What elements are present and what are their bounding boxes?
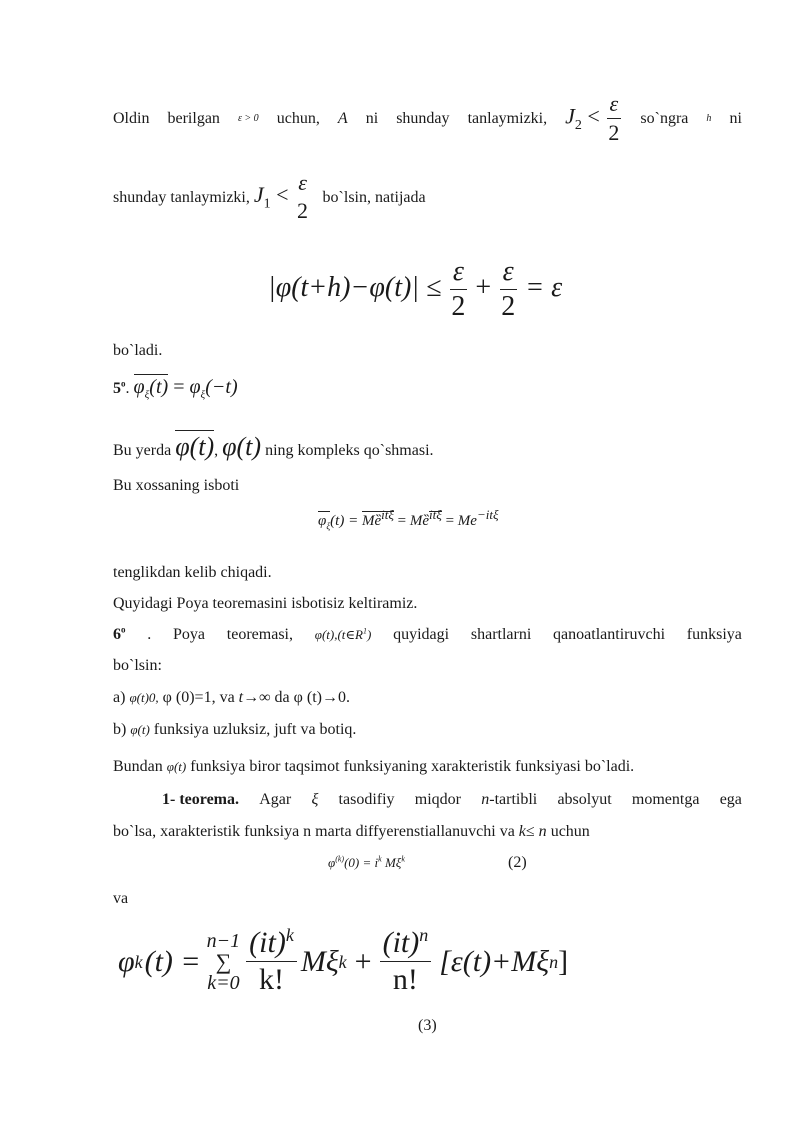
paragraph-line-2: [113, 172, 426, 222]
math-bracket: ]: [558, 944, 569, 978]
text-run: shunday tanlaymizki,: [113, 189, 250, 207]
math-superscript: itξ: [381, 507, 394, 522]
math-arg: (t) =: [330, 513, 359, 529]
paragraph-bundan: [113, 757, 634, 776]
fraction-denominator: 2: [501, 291, 516, 322]
math-conjugate-identity: [133, 376, 238, 401]
math-xi: ξ: [311, 791, 319, 808]
text-run: funksiya uzluksiz, juft va botiq.: [153, 721, 357, 738]
text-word: da: [274, 689, 290, 706]
math-n: n: [481, 791, 490, 808]
math-subscript: ξ: [200, 389, 206, 401]
fraction-numerator: (it): [382, 926, 420, 959]
math-expression: φ (0)=1, va: [162, 689, 235, 706]
math-expression: = ε: [525, 271, 563, 303]
math-expectation: Mȅ: [361, 513, 382, 529]
math-expression: [ε(t)+Mξ: [439, 944, 550, 978]
text-word: Agar: [259, 791, 292, 808]
math-phi: φ: [133, 376, 145, 398]
fraction-denominator: n!: [392, 963, 418, 996]
equation-continuity: [268, 258, 562, 321]
property-5: [113, 375, 238, 399]
text-run: Bundan: [113, 758, 163, 775]
text-run: bo`lsa, xarakteristik funksiya n marta diffyerenstiallanuvchi va: [113, 823, 515, 840]
equation-2: [328, 854, 527, 871]
math-superscript: k: [378, 854, 382, 864]
theorem-1-line-1: [162, 790, 742, 809]
math-phi: φ: [328, 855, 336, 870]
math-expectation: Mȅ: [409, 513, 430, 529]
math-subscript: ξ: [144, 389, 150, 401]
list-label: a): [113, 689, 126, 706]
list-label: b): [113, 721, 127, 738]
text-word: momentga: [631, 791, 700, 808]
property-number: 5: [113, 380, 121, 397]
math-expression: φ(t),(t∈R: [314, 626, 363, 642]
math-plus: +: [475, 271, 492, 303]
text-word: shunday: [396, 109, 450, 127]
math-equals: =: [445, 513, 455, 529]
text-word: ega: [719, 791, 742, 808]
condition-b: [113, 720, 356, 739]
math-fraction: [605, 93, 622, 144]
math-expression: (0) = i: [344, 855, 379, 870]
text-run: bo`lsin, natijada: [322, 189, 426, 207]
math-expression: ): [366, 626, 372, 642]
math-expression: φ(t): [166, 759, 187, 774]
text-run: ning kompleks qo`shmasi.: [265, 442, 434, 459]
paragraph-line: tenglikdan kelib chiqadi.: [113, 564, 272, 581]
text-word: quyidagi: [393, 626, 450, 643]
fraction-numerator: ε: [298, 170, 307, 195]
math-limit: t→∞: [238, 689, 271, 706]
math-equals: =: [173, 376, 185, 398]
fraction-denominator: 2: [608, 120, 620, 145]
math-phi: φ: [189, 376, 201, 398]
math-less-than: <: [276, 182, 289, 208]
condition-a: [113, 688, 350, 707]
text-word: so`ngra: [640, 109, 689, 127]
paragraph-line: Quyidagi Poya teoremasini isbotisiz keltiramiz.: [113, 595, 418, 612]
text-word: teoremasi,: [226, 626, 293, 643]
equation-number: (3): [418, 1017, 437, 1034]
math-phi: φ: [318, 513, 327, 529]
text-word: absolyut: [557, 791, 612, 808]
paragraph-line: bo`lsin:: [113, 657, 162, 674]
math-overlined: φ(t): [175, 432, 215, 461]
math-expression: |φ(t+h)−φ(t)| ≤: [268, 271, 442, 303]
math-phi: φ: [118, 944, 135, 978]
theorem-title: 1- teorema.: [162, 791, 239, 808]
math-subscript: ξ: [326, 521, 331, 531]
degree-mark: o: [121, 624, 126, 635]
math-condition: k≤ n: [518, 823, 547, 840]
math-superscript: k: [285, 925, 294, 945]
math-expression: φ(t)0,: [129, 690, 159, 705]
math-expression: φ(t): [222, 432, 262, 461]
math-arg: (t): [149, 376, 169, 398]
equation-3: φ k (t) = n−1 ∑ k=0 $\frac{(it)^k}{k!}$ Mξ k + $\frac{(it)^n}{n!}$ [ε(t)+Mξ n ]: [118, 925, 569, 996]
math-variable-a: A: [337, 109, 348, 127]
property-6-line-1: [113, 625, 742, 644]
paragraph-line: bo`ladi.: [113, 342, 163, 359]
math-expression: Mξ: [300, 944, 339, 978]
text-word: funksiya: [686, 626, 742, 643]
degree-mark: o: [121, 378, 126, 389]
sum-lower-limit: k=0: [207, 971, 240, 994]
text-word: ni: [729, 109, 742, 127]
math-j2-inequality: [565, 93, 622, 144]
text-word: Poya: [173, 626, 206, 643]
math-sum: [207, 931, 241, 993]
math-overlined: [133, 374, 169, 401]
fraction-numerator: (it): [249, 926, 286, 959]
math-subscript: 1: [263, 196, 271, 212]
paragraph-conjugate: [113, 431, 434, 462]
math-superscript: n: [419, 925, 429, 945]
math-fraction: [448, 258, 468, 321]
text-word: berilgan: [167, 109, 220, 127]
text-dot: .: [125, 380, 130, 397]
text-run: Bu yerda: [113, 442, 172, 459]
math-condition: ε > 0: [237, 112, 259, 124]
fraction-numerator: ε: [450, 258, 467, 290]
math-expression: φ (t)→0.: [293, 689, 350, 706]
text-word: Oldin: [113, 109, 150, 127]
math-superscript: itξ: [429, 507, 442, 522]
fraction-numerator: ε: [607, 93, 622, 119]
math-superscript: k: [401, 854, 405, 864]
math-fraction: [294, 172, 311, 222]
math-fraction: [380, 925, 432, 996]
math-expectation: Me: [457, 513, 477, 529]
text-word: miqdor: [414, 791, 461, 808]
fraction-denominator: 2: [297, 198, 309, 223]
math-j1-inequality: [253, 170, 317, 223]
text-word: ni: [365, 109, 379, 127]
property-number: 6: [113, 626, 121, 643]
paragraph-line-1: [113, 93, 742, 144]
paragraph-line: va: [113, 890, 129, 907]
math-subscript: 2: [574, 117, 582, 133]
text-run: uchun: [550, 823, 590, 840]
math-expression: φ(t): [130, 722, 150, 737]
text-word: uchun,: [276, 109, 320, 127]
fraction-denominator: k!: [259, 963, 284, 996]
sum-symbol: ∑: [215, 948, 232, 974]
math-expression: (t) =: [144, 944, 201, 978]
fraction-numerator: ε: [500, 258, 517, 290]
math-equals: =: [397, 513, 407, 529]
math-fraction: [246, 925, 297, 996]
fraction-denominator: 2: [451, 291, 466, 322]
theorem-1-line-2: [113, 822, 590, 841]
math-arg: (−t): [205, 376, 238, 398]
text-word: qanoatlantiruvchi: [553, 626, 666, 643]
equation-number: (2): [508, 854, 527, 871]
math-fraction: [498, 258, 518, 321]
paragraph-line: Bu xossaning isboti: [113, 477, 240, 494]
math-superscript: −itξ: [476, 507, 499, 522]
math-plus: +: [354, 944, 372, 978]
math-expression: Mξ: [384, 855, 402, 870]
math-superscript: 1: [362, 626, 367, 636]
text-word: tasodifiy: [338, 791, 395, 808]
text-word: .: [147, 626, 152, 643]
sum-upper-limit: n−1: [206, 929, 241, 952]
text-word: tanlaymizki,: [467, 109, 548, 127]
text-word: -tartibli: [489, 791, 538, 808]
math-variable-h: h: [706, 112, 712, 124]
text-comma: ,: [214, 442, 219, 459]
text-run: funksiya biror taqsimot funksiyaning xarakteristik funksiyasi bo`ladi.: [190, 758, 635, 775]
text-word: shartlarni: [470, 626, 532, 643]
math-j: J: [565, 103, 575, 129]
math-less-than: <: [587, 103, 600, 129]
equation-conjugate-proof: [318, 507, 499, 531]
math-j: J: [253, 182, 264, 208]
math-superscript: (k): [335, 854, 345, 864]
